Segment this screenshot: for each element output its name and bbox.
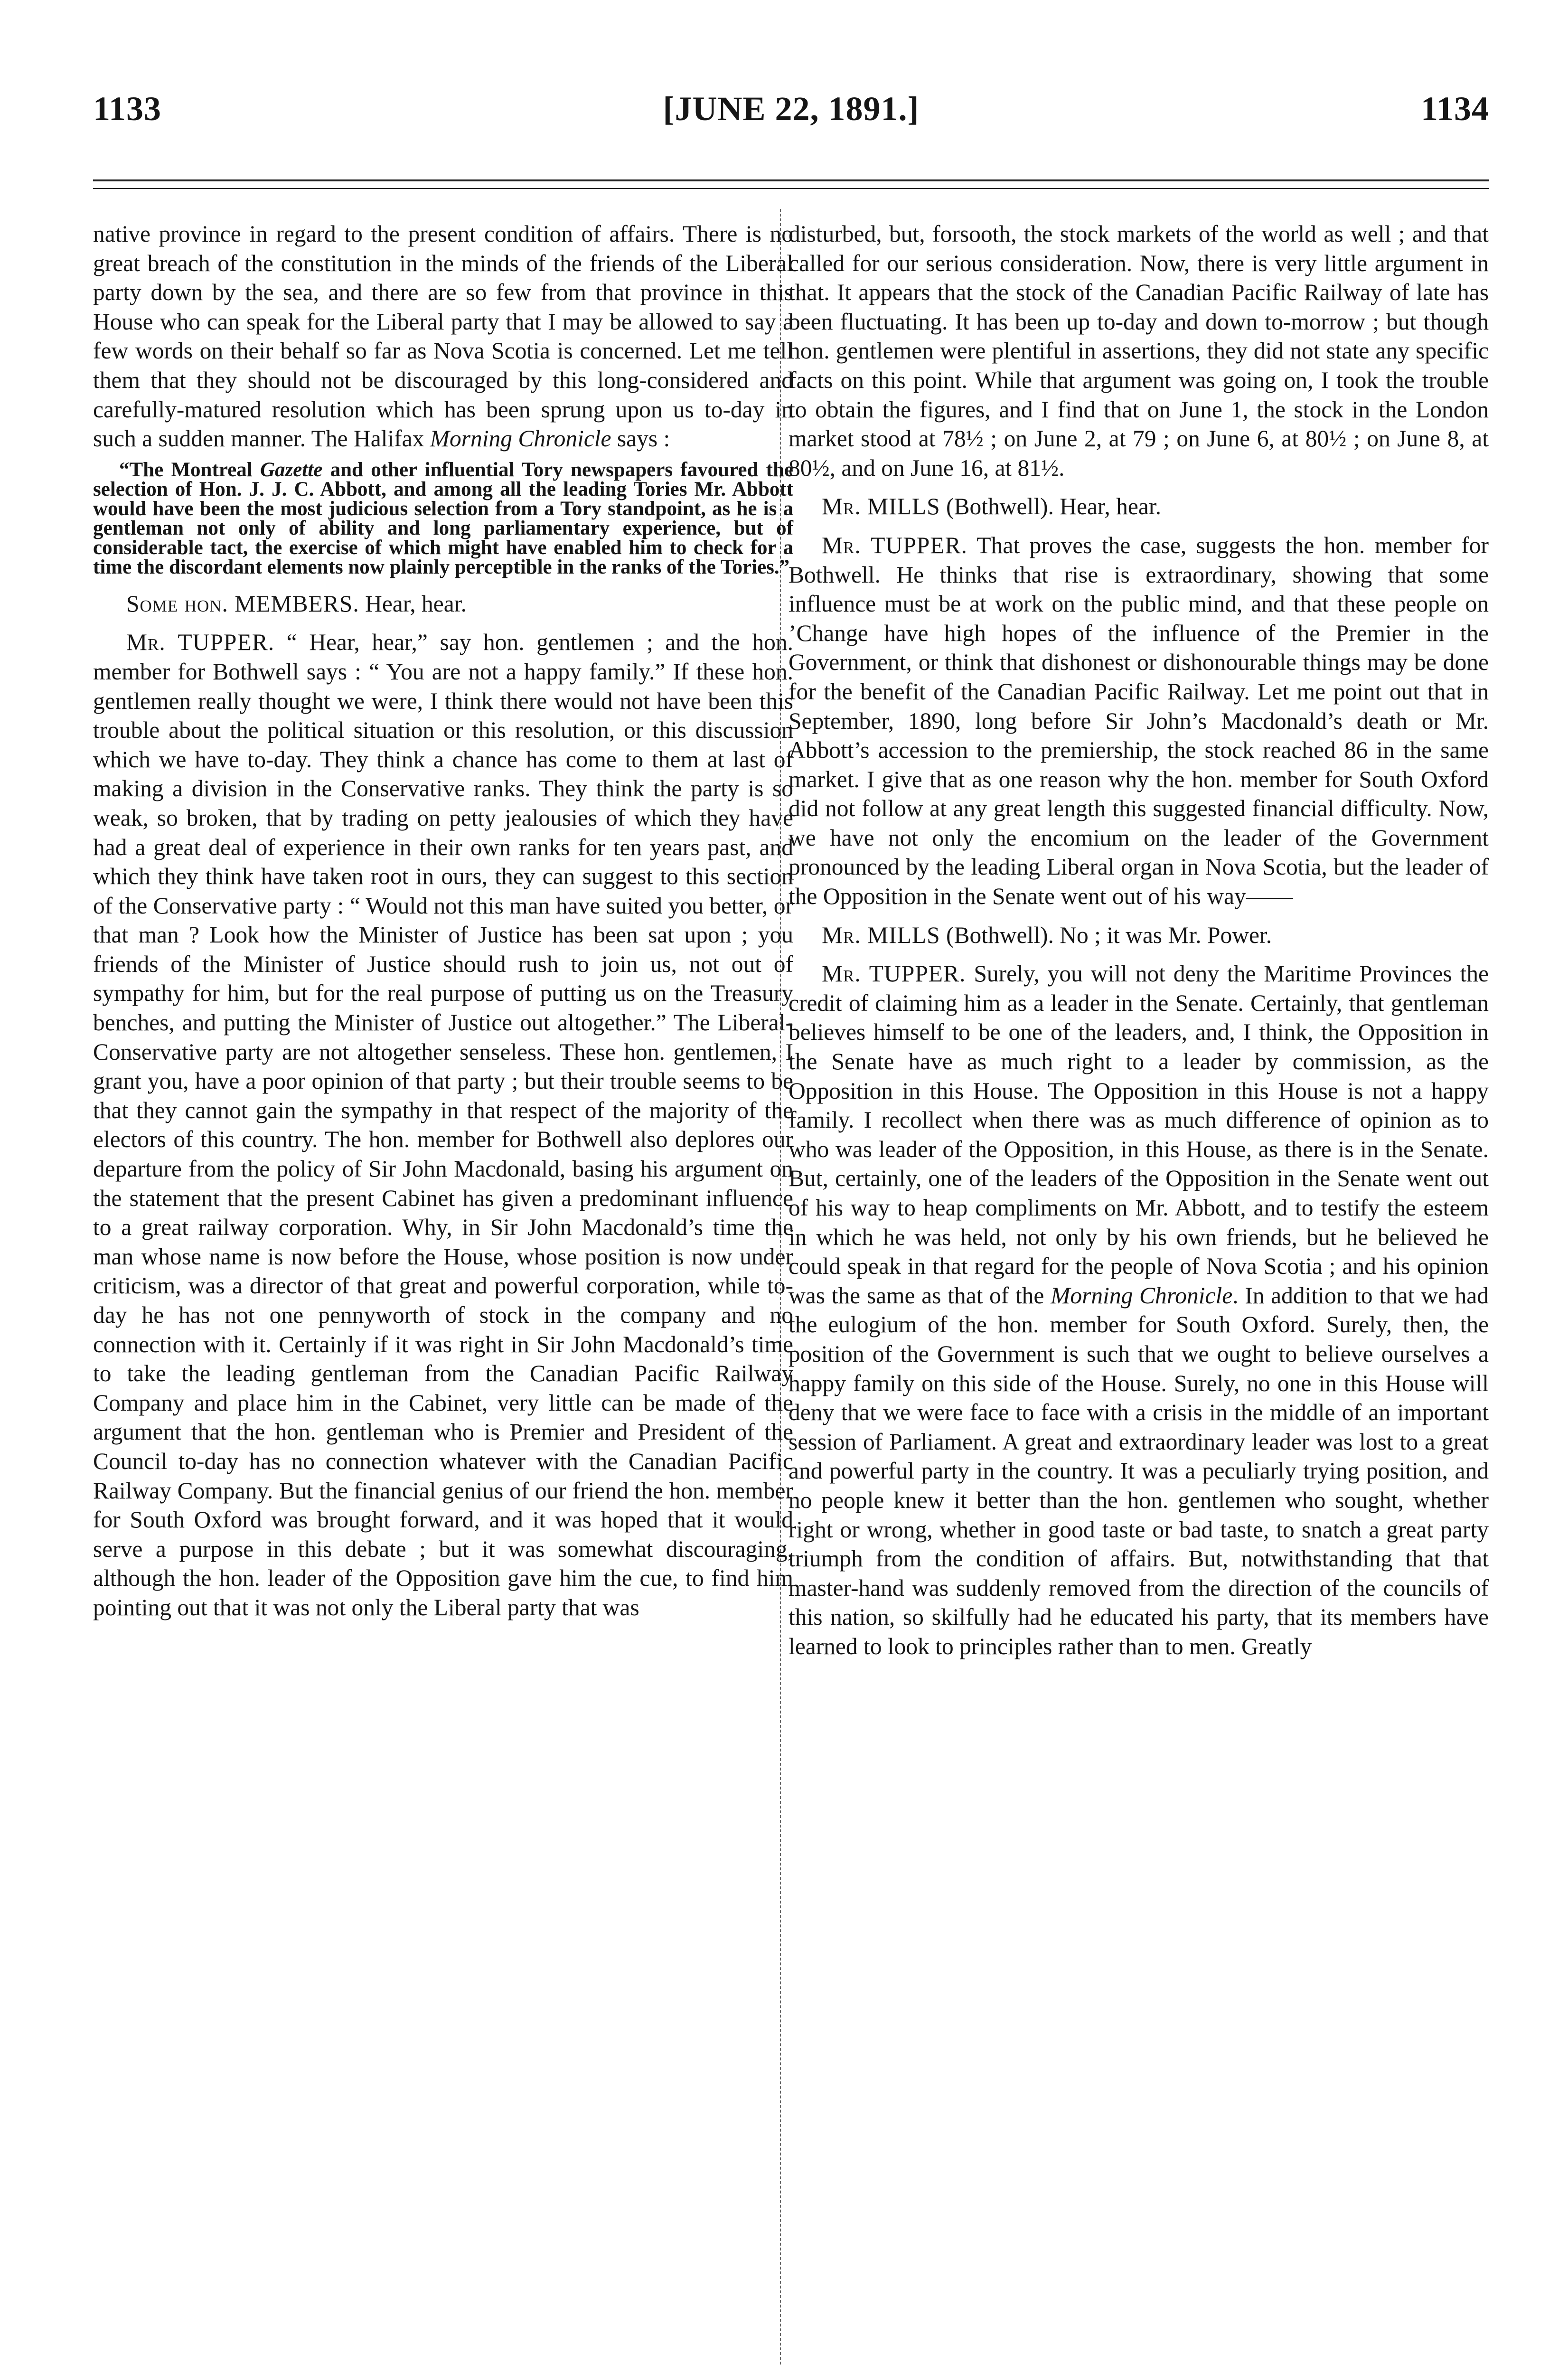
page-header [93,89,1489,132]
speech-text: (Bothwell). Hear, hear. [940,493,1161,520]
speech-text: (Bothwell). No ; it was Mr. Power. [940,922,1272,948]
left-column [93,219,793,1622]
quote-text: “The Montreal [119,458,260,481]
block-quote [93,460,793,577]
paragraph [93,219,793,453]
speech-text: Hear, hear. [359,590,467,617]
right-column [789,219,1489,1661]
paragraph: disturbed, but, forsooth, the stock markets of the world as well ; and that called for our serious consideration. Now, there is very little argument in that. It appears that the stock of the Canadian Pacific Railway of late has been fluctuating. It has been up to-day and down to-morrow ; but though hon. gentlemen were plentiful in assertions, they did not state any specific facts on this point. While that argument was going on, I took the trouble to obtain the figures, and I find that on June 1, the stock in the London market stood at 78½ ; on June 2, at 79 ; on June 6, at 80½ ; on June 8, at 80½, and on June 16, at 81½. [789,221,1489,481]
header-rule-thin [93,188,1489,189]
speech-paragraph [789,492,1489,521]
header-date: [JUNE 22, 1891.] [663,90,920,128]
speaker-name: Mr. MILLS [822,922,940,948]
speech-text: Surely, you will not deny the Maritime Provinces the credit of claiming him as a leader in the Senate. Certainly, that gentleman believes himself to be one of the leaders, and, I think, the Opposition in the Senate have as much right to a leader by commission, as the Opposition in this House. The Opposition in this House is not a happy family. I recollect when there was as much difference of opinion as to who was leader of the Opposition, in this House, as there is in the Senate. But, certainly, one of the leaders of the Opposition in the Senate went out of his way to heap compliments on Mr. Abbott, and to testify the esteem in which he was held, not only by his own friends, but he believed he could speak in that regard for the people of Nova Scotia ; and his opinion was the same as that of the [789,961,1489,1309]
page-number-right: 1134 [1420,90,1489,128]
speech-text: . In addition to that we had the eulogium of the hon. member for South Oxford. Surely, then, the position of the Government is such that we ought to believe ourselves a happy family on this side of the House. Surely, no one in this House will deny that we were face to face with a crisis in the middle of an important session of Parliament. A great and extraordinary leader was lost to a great and powerful party in the country. It was a peculiarly trying position, and no people knew it better than the hon. gentlemen who sought, whether right or wrong, whether in good taste or bad taste, to snatch a great party triumph from the condition of affairs. But, notwithstanding that that master-hand was suddenly removed from the direction of the councils of this nation, so skilfully had he educated his party, that its members have learned to look to principles rather than to men. Greatly [789,1282,1489,1659]
paragraph-text: native province in regard to the present condition of affairs. There is no great breach of the constitution in the minds of the friends of the Liberal party down by the sea, and there are so few from that province in this House who can speak for the Liberal party that I may be allowed to say a few words on their behalf so far as Nova Scotia is concerned. Let me tell them that they should not be discouraged by this long-considered and carefully-matured resolution which has been sprung upon us to-day in such a sudden manner. The Halifax [93,221,793,452]
speech-paragraph [93,589,793,619]
speech-text: “ Hear, hear,” say hon. gentlemen ; and the hon. member for Bothwell says : “ You are not a happy family.” If these hon. gentlemen really thought we were, I think there would not have been this trouble about the political situation or this resolution, or this discussion which we have to-day. They think a chance has come to them at last of making a division in the Conservative ranks. They think the party is so weak, so broken, that by trading on petty jealousies of which they have had a great deal of experience in their own ranks for ten years past, and which they think have taken root in ours, they can suggest to this section of the Conservative party : “ Would not this man have suited you better, or that man ? Look how the Minister of Justice has been sat upon ; you friends of the Minister of Justice should rush to join us, not out of sympathy for him, but for the real purpose of putting us on the Treasury benches, and putting the Minister of Justice out altogether.” The Liberal-Conservative party are not altogether senseless. These hon. gentlemen, I grant you, have a poor opinion of that party ; but their trouble seems to be that they cannot gain the sympathy in that respect of the majority of the electors of this country. The hon. member for Bothwell also deplores our departure from the policy of Sir John Macdonald, basing his argument on the statement that the present Cabinet has given a predominant influence to a great railway corporation. Why, in Sir John Macdonald’s time the man whose name is now before the House, whose position is now under criticism, was a director of that great and powerful corporation, while to-day he has not one pennyworth of stock in the company and no connection with it. Certainly if it was right in Sir John Macdonald’s time to take the leading gentleman from the Canadian Pacific Railway Company and place him in the Cabinet, very little can be made of the argument that the hon. gentleman who is Premier and President of the Council to-day has no connection whatever with the Canadian Pacific Railway Company. But the financial genius of our friend the hon. member for South Oxford was brought forward, and it was hoped that it would serve a purpose in this debate ; but it was somewhat discouraging, although the hon. leader of the Opposition gave him the cue, to find him pointing out that it was not only the Liberal party that was [93,629,793,1620]
speaker-name: Mr. TUPPER. [822,532,967,558]
header-rule-thick [93,179,1489,181]
speech-paragraph [93,628,793,1622]
quote-text: and other influential Tory newspapers favoured the selection of Hon. J. J. C. Abbott, and among all the leading Tories Mr. Abbott would have been the most judicious selection from a Tory standpoint, as he is a gentleman not only of ability and long parliamentary experience, but of considerable tact, the exercise of which might have enabled him to check for a time the discordant elements now plainly perceptible in the ranks of the Tories.” [93,458,793,578]
speaker-name: Mr. MILLS [822,493,940,520]
speech-text: That proves the case, suggests the hon. member for Bothwell. He thinks that rise is extraordinary, showing that some influence must be at work on the public mind, and that these people on ’Change have high hopes of the influence of the Premier in the Government, or think that dishonest or dishonourable things may be done for the benefit of the Canadian Pacific Railway. Let me point out that in September, 1890, long before Sir John’s Macdonald’s death or Mr. Abbott’s accession to the premiership, the stock reached 86 in the same market. I give that as one reason why the hon. member for South Oxford did not follow at any great length this suggested financial difficulty. Now, we have not only the encomium on the leader of the Government pronounced by the leading Liberal organ in Nova Scotia, but the leader of the Opposition in the Senate went out of his way—— [789,532,1489,910]
speaker-name: Some hon. MEMBERS. [126,590,359,617]
speaker-name: Mr. TUPPER. [126,629,275,656]
newspaper-title: Gazette [260,458,323,481]
speech-paragraph [789,921,1489,950]
speaker-name: Mr. TUPPER. [822,961,966,987]
newspaper-title: Morning Chronicle [1051,1282,1233,1309]
newspaper-title: Morning Chronicle [430,425,611,452]
speech-paragraph [789,531,1489,911]
page-number-left: 1133 [93,90,162,128]
speech-paragraph [789,959,1489,1661]
paragraph-text: says : [611,425,670,452]
